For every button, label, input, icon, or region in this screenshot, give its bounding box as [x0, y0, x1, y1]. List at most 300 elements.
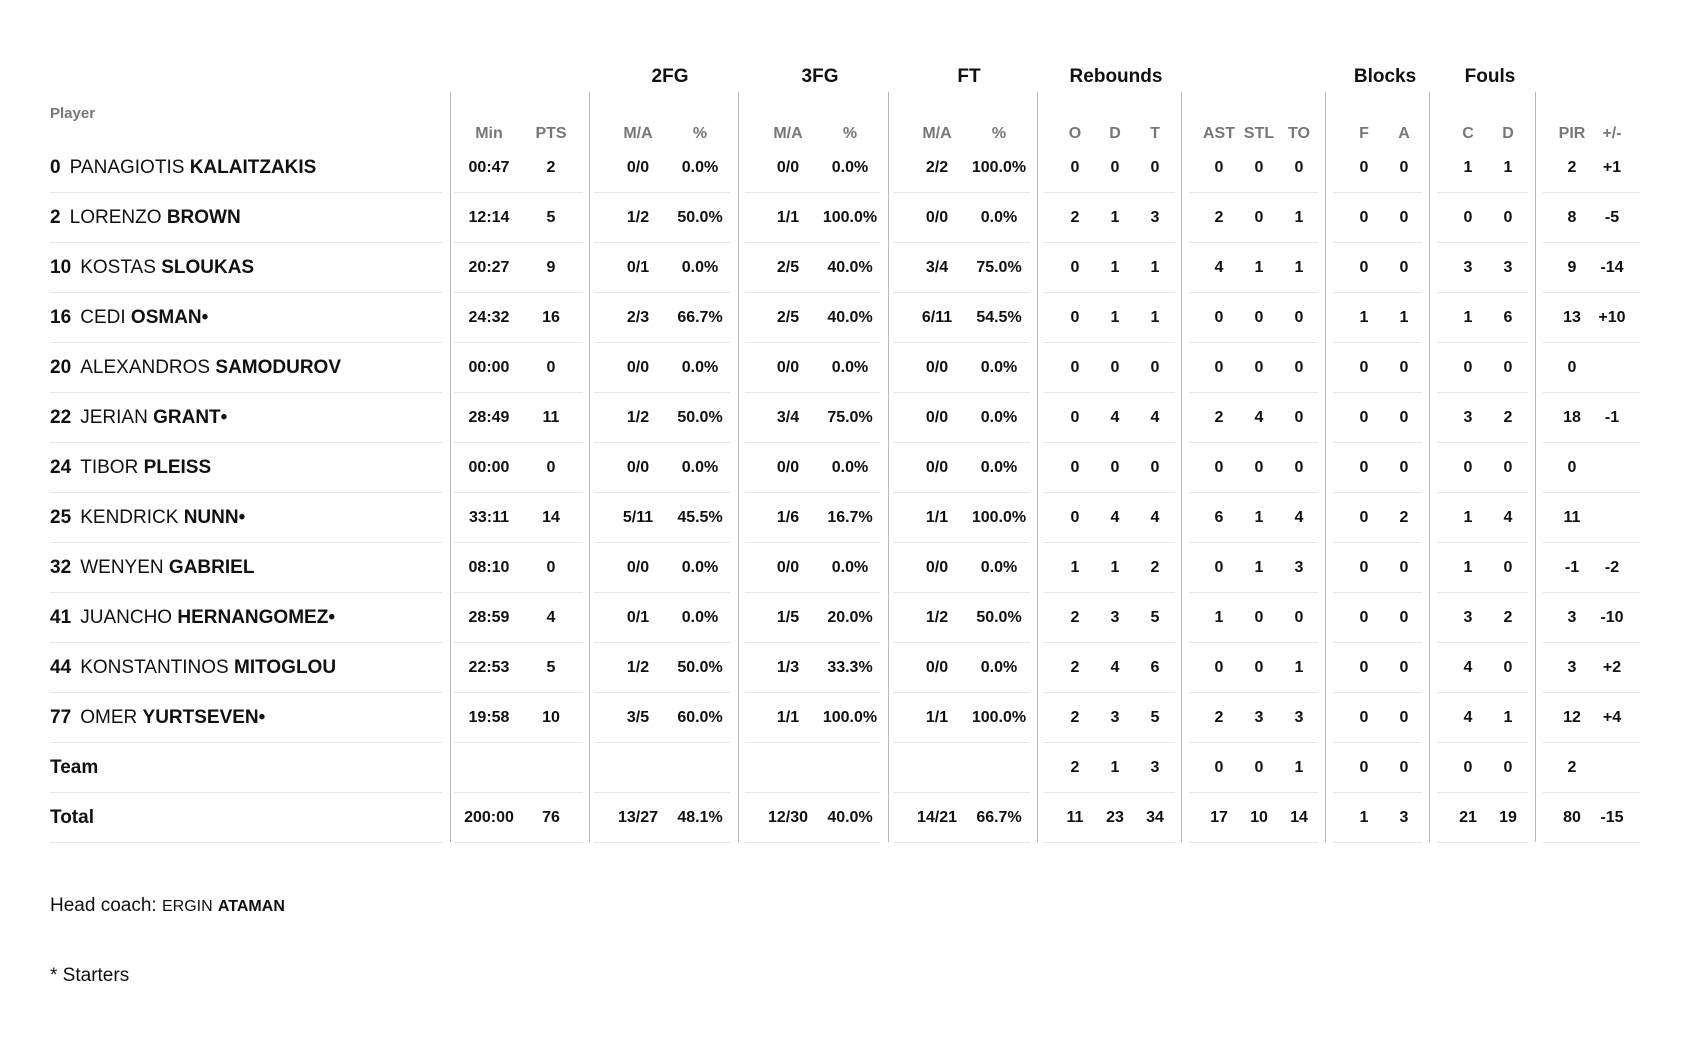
player-name-cell	[50, 193, 241, 243]
stat-cell-foul-d: 1	[1503, 709, 1513, 726]
stat-cell-min	[459, 743, 519, 793]
stat-cell-pir: 80	[1563, 809, 1581, 826]
stat-cell-pir: 3	[1567, 659, 1577, 676]
stat-cell-foul-d: 0	[1503, 559, 1513, 576]
player-first-name: JUANCHO	[80, 607, 173, 628]
column-header-ft-ma: M/A	[922, 125, 952, 142]
stat-cell-fg2-pct: 66.7%	[677, 309, 723, 326]
stat-cell-reb-d: 4	[1110, 409, 1120, 426]
stat-cell-pm: +2	[1602, 659, 1622, 676]
player-name-cell	[50, 143, 316, 193]
stat-cell-foul-d: 19	[1499, 809, 1517, 826]
player-name-cell	[50, 643, 336, 693]
stat-cell-to: 0	[1294, 359, 1304, 376]
stat-cell-fg2-pct	[665, 743, 735, 793]
stat-cell-stl: 0	[1254, 309, 1264, 326]
stat-cell-foul-d: 0	[1503, 759, 1513, 776]
row-divider	[50, 842, 442, 843]
head-coach	[50, 895, 285, 917]
stat-cell-ft-pct: 100.0%	[971, 159, 1027, 176]
stat-cell-foul-c: 0	[1463, 459, 1473, 476]
stat-cell-pir: -1	[1564, 559, 1580, 576]
stat-cell-reb-d: 4	[1110, 509, 1120, 526]
stat-cell-foul-c: 4	[1463, 659, 1473, 676]
stat-cell-pir: 2	[1567, 159, 1577, 176]
column-header-blk-a: A	[1398, 125, 1410, 142]
stat-cell-ft-ma	[907, 743, 967, 793]
stat-cell-reb-t: 0	[1150, 459, 1160, 476]
stat-cell-reb-o: 2	[1070, 759, 1080, 776]
stat-cell-blk-a: 0	[1399, 409, 1409, 426]
stat-cell-fg3-pct: 0.0%	[831, 359, 869, 376]
player-name-cell	[50, 693, 265, 743]
player-last-name[interactable]: PLEISS	[143, 457, 212, 478]
stat-cell-fg3-pct: 16.7%	[827, 509, 873, 526]
stat-cell-reb-d: 1	[1110, 309, 1120, 326]
row-divider	[1044, 842, 1175, 843]
column-divider	[1535, 92, 1536, 842]
stat-cell-blk-a: 0	[1399, 609, 1409, 626]
stat-cell-reb-t: 34	[1146, 809, 1164, 826]
stat-cell-blk-f: 0	[1359, 609, 1369, 626]
stat-cell-foul-c: 0	[1463, 209, 1473, 226]
stat-cell-ast: 0	[1214, 459, 1224, 476]
player-name-cell	[50, 543, 254, 593]
stat-cell-fg2-pct: 0.0%	[681, 459, 719, 476]
stat-cell-fg2-ma: 0/0	[626, 459, 650, 476]
column-divider	[1037, 92, 1038, 842]
stat-cell-fg3-pct: 0.0%	[831, 459, 869, 476]
stat-cell-pts: 5	[546, 659, 556, 676]
stat-cell-pts: 9	[546, 259, 556, 276]
stat-cell-pm: -14	[1600, 259, 1624, 276]
stat-cell-min: 20:27	[468, 259, 510, 276]
column-header-fg2-ma: M/A	[623, 125, 653, 142]
stat-cell-ast: 4	[1214, 259, 1224, 276]
stat-cell-reb-o: 0	[1070, 359, 1080, 376]
stat-cell-pir: 8	[1567, 209, 1577, 226]
stat-cell-fg3-ma: 1/6	[776, 509, 800, 526]
stat-cell-to: 4	[1294, 509, 1304, 526]
head-coach-label: Head coach:	[50, 895, 157, 916]
stat-cell-pts: 0	[546, 459, 556, 476]
stat-cell-fg3-ma: 3/4	[776, 409, 800, 426]
stat-cell-pm: -10	[1600, 609, 1624, 626]
stat-cell-to: 1	[1294, 209, 1304, 226]
column-header-fg3-pct: %	[842, 125, 858, 142]
stat-cell-fg3-ma: 1/1	[776, 709, 800, 726]
stat-cell-blk-a: 0	[1399, 559, 1409, 576]
stat-cell-reb-d: 0	[1110, 459, 1120, 476]
player-last-name[interactable]: MITOGLOU	[234, 657, 337, 678]
stat-cell-fg2-ma: 0/1	[626, 259, 650, 276]
stat-cell-foul-d: 2	[1503, 409, 1513, 426]
stat-cell-fg3-ma: 1/3	[776, 659, 800, 676]
stat-cell-min: 00:47	[468, 159, 510, 176]
column-divider	[1325, 92, 1326, 842]
stat-cell-pm: +1	[1602, 159, 1622, 176]
stat-cell-pts: 0	[546, 359, 556, 376]
stat-cell-min: 08:10	[468, 559, 510, 576]
stat-cell-reb-t: 1	[1150, 309, 1160, 326]
stat-cell-pts	[526, 743, 576, 793]
stat-cell-ast: 2	[1214, 709, 1224, 726]
stat-cell-reb-d: 0	[1110, 359, 1120, 376]
stat-cell-pts: 14	[542, 509, 560, 526]
stat-cell-ft-pct: 100.0%	[971, 709, 1027, 726]
player-name-cell	[50, 393, 227, 443]
stat-cell-ast: 2	[1214, 209, 1224, 226]
stat-cell-fg2-ma: 2/3	[626, 309, 650, 326]
stat-cell-fg3-pct: 100.0%	[822, 709, 878, 726]
player-name-cell	[50, 293, 208, 343]
column-header-min: Min	[475, 125, 503, 142]
stat-cell-fg3-ma: 1/1	[776, 209, 800, 226]
row-divider	[50, 792, 442, 793]
player-first-name: ALEXANDROS	[80, 357, 211, 378]
group-3fg: 3FG	[801, 66, 839, 87]
player-last-name[interactable]: YURTSEVEN	[142, 707, 259, 728]
stat-cell-to: 0	[1294, 459, 1304, 476]
stat-cell-pm: -1	[1604, 409, 1620, 426]
stat-cell-blk-a: 0	[1399, 659, 1409, 676]
stat-cell-ft-pct: 50.0%	[976, 609, 1022, 626]
stat-cell-blk-a: 0	[1399, 209, 1409, 226]
stat-cell-stl: 4	[1254, 409, 1264, 426]
stat-cell-fg2-pct: 0.0%	[681, 609, 719, 626]
stat-cell-reb-d: 1	[1110, 259, 1120, 276]
group-2fg: 2FG	[651, 66, 689, 87]
stat-cell-min: 24:32	[468, 309, 510, 326]
stat-cell-fg2-pct: 0.0%	[681, 159, 719, 176]
stat-cell-fg2-pct: 0.0%	[681, 559, 719, 576]
stat-cell-fg3-pct: 0.0%	[831, 159, 869, 176]
stat-cell-to: 0	[1294, 409, 1304, 426]
stat-cell-pir: 0	[1567, 459, 1577, 476]
stat-cell-ft-pct: 66.7%	[976, 809, 1022, 826]
stat-cell-reb-o: 0	[1070, 259, 1080, 276]
stat-cell-blk-a: 0	[1399, 759, 1409, 776]
stat-cell-pm	[1592, 493, 1632, 543]
stat-cell-foul-c: 1	[1463, 159, 1473, 176]
stat-cell-pir: 3	[1567, 609, 1577, 626]
player-name-cell	[50, 593, 335, 643]
player-last-name[interactable]: SAMODUROV	[215, 357, 342, 378]
stat-cell-ft-pct	[964, 743, 1034, 793]
stat-cell-ft-ma: 0/0	[925, 209, 949, 226]
column-header-reb-d: D	[1109, 125, 1121, 142]
stat-cell-foul-d: 4	[1503, 509, 1513, 526]
stat-cell-min: 33:11	[468, 509, 510, 526]
stat-cell-fg3-pct: 40.0%	[827, 809, 873, 826]
stat-cell-foul-c: 3	[1463, 409, 1473, 426]
stat-cell-to: 1	[1294, 759, 1304, 776]
team-label: Team	[50, 757, 99, 778]
player-first-name: JERIAN	[80, 407, 148, 428]
stat-cell-fg2-pct: 45.5%	[677, 509, 723, 526]
stat-cell-stl: 0	[1254, 359, 1264, 376]
stat-cell-pir: 13	[1563, 309, 1581, 326]
stat-cell-fg2-ma: 0/1	[626, 609, 650, 626]
column-header-blk-f: F	[1359, 125, 1369, 142]
head-coach-first-name: ERGIN	[161, 898, 213, 915]
column-header-pir: PIR	[1558, 125, 1586, 142]
stat-cell-blk-f: 0	[1359, 259, 1369, 276]
stat-cell-foul-c: 3	[1463, 609, 1473, 626]
column-divider	[738, 92, 739, 842]
stat-cell-reb-o: 2	[1070, 659, 1080, 676]
stat-cell-ft-pct: 100.0%	[971, 509, 1027, 526]
stat-cell-reb-t: 5	[1150, 709, 1160, 726]
stat-cell-min: 28:49	[468, 409, 510, 426]
stat-cell-foul-c: 21	[1459, 809, 1477, 826]
stat-cell-reb-t: 3	[1150, 759, 1160, 776]
stat-cell-reb-t: 5	[1150, 609, 1160, 626]
stat-cell-min: 00:00	[468, 459, 510, 476]
player-first-name: TIBOR	[80, 457, 139, 478]
stat-cell-ft-ma: 1/1	[925, 509, 949, 526]
row-divider	[745, 842, 880, 843]
stat-cell-foul-d: 2	[1503, 609, 1513, 626]
stat-cell-reb-t: 2	[1150, 559, 1160, 576]
player-name-cell	[50, 493, 245, 543]
stat-cell-blk-f: 0	[1359, 359, 1369, 376]
stat-cell-fg3-pct: 40.0%	[827, 259, 873, 276]
stat-cell-ast: 0	[1214, 659, 1224, 676]
player-column-header: Player	[50, 105, 96, 122]
stat-cell-pir: 0	[1567, 359, 1577, 376]
stat-cell-min: 12:14	[468, 209, 510, 226]
player-last-name[interactable]: GRANT	[153, 407, 221, 428]
group-rebounds: Rebounds	[1069, 66, 1163, 87]
stat-cell-ast: 0	[1214, 759, 1224, 776]
stat-cell-fg2-ma: 1/2	[626, 659, 650, 676]
player-last-name[interactable]: OSMAN	[130, 307, 202, 328]
stat-cell-reb-d: 1	[1110, 559, 1120, 576]
stat-cell-pts: 10	[542, 709, 560, 726]
column-header-reb-t: T	[1150, 125, 1160, 142]
stat-cell-to: 0	[1294, 609, 1304, 626]
player-first-name: LORENZO	[69, 207, 162, 228]
group-fouls: Fouls	[1464, 66, 1516, 87]
row-divider	[454, 842, 583, 843]
column-divider	[450, 92, 451, 842]
stat-cell-foul-d: 6	[1503, 309, 1513, 326]
stat-cell-fg3-pct: 40.0%	[827, 309, 873, 326]
stat-cell-pir: 12	[1563, 709, 1581, 726]
stat-cell-fg3-pct: 0.0%	[831, 559, 869, 576]
stat-cell-blk-f: 0	[1359, 159, 1369, 176]
stat-cell-blk-a: 3	[1399, 809, 1409, 826]
stat-cell-reb-o: 2	[1070, 209, 1080, 226]
starter-marker: •	[220, 407, 228, 428]
stat-cell-fg3-pct: 100.0%	[822, 209, 878, 226]
stat-cell-pts: 5	[546, 209, 556, 226]
player-last-name[interactable]: NUNN	[183, 507, 239, 528]
player-number: 2	[50, 207, 61, 228]
stat-cell-min: 22:53	[468, 659, 510, 676]
stat-cell-to: 3	[1294, 709, 1304, 726]
stat-cell-pm	[1592, 343, 1632, 393]
player-name-cell	[50, 443, 211, 493]
stat-cell-to: 3	[1294, 559, 1304, 576]
stat-cell-to: 1	[1294, 659, 1304, 676]
stat-cell-stl: 0	[1254, 209, 1264, 226]
stat-cell-fg3-ma	[758, 743, 818, 793]
stat-cell-min: 200:00	[464, 809, 514, 826]
column-header-fg3-ma: M/A	[773, 125, 803, 142]
column-divider	[1181, 92, 1182, 842]
stat-cell-foul-c: 4	[1463, 709, 1473, 726]
head-coach-last-name: ATAMAN	[217, 898, 285, 915]
player-number: 41	[50, 607, 72, 628]
stat-cell-to: 0	[1294, 309, 1304, 326]
column-header-fg2-pct: %	[692, 125, 708, 142]
stat-cell-fg2-ma	[608, 743, 668, 793]
stat-cell-pm	[1592, 743, 1632, 793]
total-label: Total	[50, 807, 94, 828]
stat-cell-ft-pct: 0.0%	[980, 559, 1018, 576]
player-first-name: PANAGIOTIS	[69, 157, 185, 178]
stat-cell-pts: 76	[542, 809, 560, 826]
column-header-to: TO	[1288, 125, 1310, 142]
stat-cell-ft-pct: 54.5%	[976, 309, 1022, 326]
stat-cell-blk-f: 0	[1359, 209, 1369, 226]
stat-cell-blk-f: 0	[1359, 559, 1369, 576]
stat-cell-reb-t: 0	[1150, 359, 1160, 376]
stat-cell-ft-ma: 6/11	[921, 309, 953, 326]
stat-cell-foul-c: 0	[1463, 359, 1473, 376]
row-divider	[1189, 842, 1318, 843]
stat-cell-min: 28:59	[468, 609, 510, 626]
player-last-name[interactable]: GABRIEL	[168, 557, 255, 578]
stat-cell-reb-t: 1	[1150, 259, 1160, 276]
stat-cell-pir: 2	[1567, 759, 1577, 776]
player-first-name: OMER	[80, 707, 138, 728]
stat-cell-stl: 0	[1254, 459, 1264, 476]
stat-cell-ft-ma: 1/1	[925, 709, 949, 726]
stat-cell-foul-c: 3	[1463, 259, 1473, 276]
player-number: 25	[50, 507, 72, 528]
stat-cell-fg2-pct: 50.0%	[677, 409, 723, 426]
stat-cell-blk-f: 1	[1359, 809, 1369, 826]
stat-cell-foul-c: 1	[1463, 509, 1473, 526]
stat-cell-ast: 0	[1214, 309, 1224, 326]
player-last-name[interactable]: SLOUKAS	[161, 257, 255, 278]
stat-cell-fg2-pct: 48.1%	[677, 809, 723, 826]
stat-cell-reb-o: 11	[1066, 809, 1084, 826]
player-first-name: WENYEN	[80, 557, 164, 578]
total-row-label	[50, 793, 94, 843]
stat-cell-fg2-pct: 0.0%	[681, 359, 719, 376]
row-divider	[1333, 842, 1422, 843]
stat-cell-reb-d: 0	[1110, 159, 1120, 176]
column-header-stl: STL	[1243, 125, 1275, 142]
stat-cell-blk-a: 0	[1399, 459, 1409, 476]
stat-cell-fg2-pct: 60.0%	[677, 709, 723, 726]
stat-cell-pir: 18	[1563, 409, 1581, 426]
stat-cell-fg3-ma: 0/0	[776, 359, 800, 376]
stat-cell-blk-f: 0	[1359, 409, 1369, 426]
stat-cell-foul-c: 0	[1463, 759, 1473, 776]
stat-cell-stl: 0	[1254, 659, 1264, 676]
stat-cell-reb-t: 4	[1150, 509, 1160, 526]
stat-cell-reb-d: 3	[1110, 709, 1120, 726]
stat-cell-ft-ma: 14/21	[916, 809, 958, 826]
player-last-name[interactable]: BROWN	[166, 207, 241, 228]
stat-cell-foul-d: 0	[1503, 459, 1513, 476]
stat-cell-stl: 0	[1254, 759, 1264, 776]
player-last-name[interactable]: KALAITZAKIS	[189, 157, 317, 178]
stat-cell-ft-pct: 0.0%	[980, 209, 1018, 226]
stat-cell-reb-d: 4	[1110, 659, 1120, 676]
column-header-pm: +/-	[1602, 125, 1622, 142]
stat-cell-reb-o: 0	[1070, 309, 1080, 326]
stat-cell-ft-pct: 75.0%	[976, 259, 1022, 276]
player-first-name: KOSTAS	[80, 257, 156, 278]
row-divider	[893, 842, 1030, 843]
stat-cell-blk-f: 1	[1359, 309, 1369, 326]
starter-marker: •	[328, 607, 335, 628]
player-last-name[interactable]: HERNANGOMEZ	[177, 607, 329, 628]
stat-cell-ft-ma: 1/2	[925, 609, 949, 626]
column-header-foul-c: C	[1462, 125, 1474, 142]
stat-cell-fg3-ma: 2/5	[776, 309, 800, 326]
stat-cell-blk-a: 0	[1399, 159, 1409, 176]
stat-cell-fg3-pct: 75.0%	[827, 409, 873, 426]
stat-cell-blk-f: 0	[1359, 459, 1369, 476]
stat-cell-ast: 2	[1214, 409, 1224, 426]
stat-cell-reb-o: 2	[1070, 709, 1080, 726]
stat-cell-fg2-pct: 0.0%	[681, 259, 719, 276]
stat-cell-fg3-ma: 2/5	[776, 259, 800, 276]
stat-cell-pts: 16	[542, 309, 560, 326]
stat-cell-reb-o: 2	[1070, 609, 1080, 626]
player-name-cell	[50, 243, 254, 293]
group-blocks: Blocks	[1353, 66, 1417, 87]
stat-cell-ft-ma: 0/0	[925, 559, 949, 576]
stat-cell-pir: 11	[1563, 509, 1581, 526]
player-number: 10	[50, 257, 72, 278]
stat-cell-fg2-pct: 50.0%	[677, 209, 723, 226]
stat-cell-ast: 0	[1214, 359, 1224, 376]
player-name-cell	[50, 343, 341, 393]
stat-cell-min: 00:00	[468, 359, 510, 376]
stat-cell-pm: +4	[1602, 709, 1622, 726]
stat-cell-reb-t: 3	[1150, 209, 1160, 226]
stat-cell-ft-ma: 3/4	[925, 259, 949, 276]
stat-cell-foul-d: 3	[1503, 259, 1513, 276]
player-number: 20	[50, 357, 72, 378]
stat-cell-stl: 0	[1254, 159, 1264, 176]
stat-cell-reb-o: 0	[1070, 459, 1080, 476]
stat-cell-fg3-pct	[815, 743, 885, 793]
stat-cell-fg2-ma: 0/0	[626, 359, 650, 376]
stat-cell-blk-a: 0	[1399, 359, 1409, 376]
stat-cell-foul-c: 1	[1463, 309, 1473, 326]
stat-cell-pts: 4	[546, 609, 556, 626]
stat-cell-pts: 0	[546, 559, 556, 576]
stat-cell-pm: -5	[1604, 209, 1620, 226]
stat-cell-stl: 1	[1254, 259, 1264, 276]
stat-cell-ft-pct: 0.0%	[980, 459, 1018, 476]
stat-cell-reb-d: 1	[1110, 759, 1120, 776]
player-number: 77	[50, 707, 72, 728]
player-first-name: KONSTANTINOS	[80, 657, 229, 678]
stat-cell-fg3-ma: 0/0	[776, 159, 800, 176]
starter-marker: •	[238, 507, 246, 528]
column-header-ft-pct: %	[991, 125, 1007, 142]
